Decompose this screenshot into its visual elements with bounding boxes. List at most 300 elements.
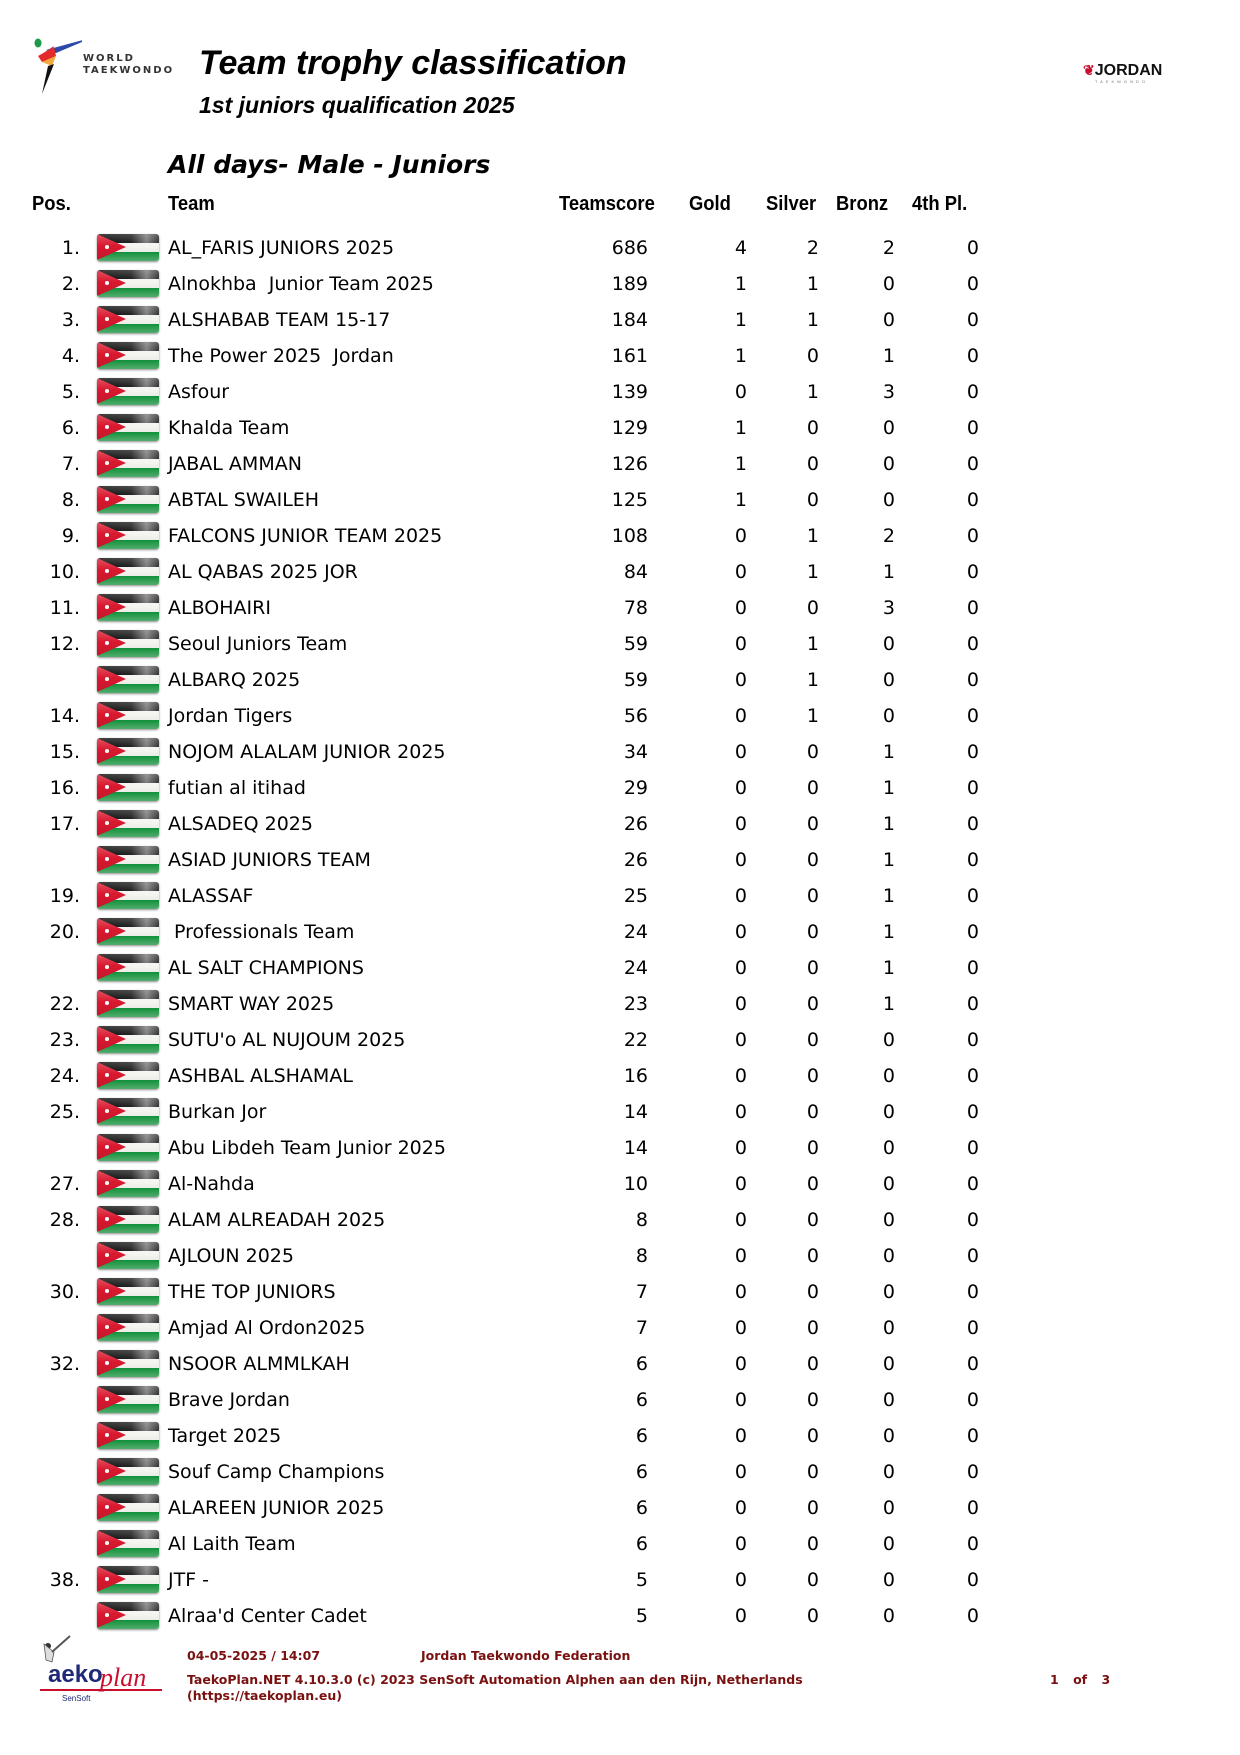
page-subtitle: 1st juniors qualification 2025 [199,92,515,118]
jordan-flag-icon [97,1314,159,1341]
row-gold: 0 [734,1533,747,1555]
row-bronz: 1 [882,993,895,1015]
row-position: 19. [49,885,80,907]
row-position: 16. [49,777,80,799]
row-team-name: ALSADEQ 2025 [168,813,313,835]
row-team-name: ABTAL SWAILEH [168,489,320,511]
row-teamscore: 184 [611,309,648,331]
jordan-flag-icon [97,1170,159,1197]
svg-text:aeko: aeko [48,1661,103,1688]
table-row [0,266,1000,302]
table-row [0,482,1000,518]
row-silver: 0 [806,1065,819,1087]
row-bronz: 0 [882,453,895,475]
row-gold: 0 [734,1065,747,1087]
row-teamscore: 16 [623,1065,648,1087]
page-total: 3 [1101,1672,1111,1687]
table-row [0,842,1000,878]
row-fourth-place: 0 [966,633,979,655]
row-teamscore: 24 [623,921,648,943]
table-row [0,950,1000,986]
row-silver: 1 [806,669,819,691]
row-position: 10. [49,561,80,583]
row-gold: 0 [734,741,747,763]
row-position: 38. [49,1569,80,1591]
row-fourth-place: 0 [966,957,979,979]
row-team-name: Abu Libdeh Team Junior 2025 [168,1137,446,1159]
table-row [0,1202,1000,1238]
jordan-flag-icon [97,630,159,657]
row-gold: 0 [734,1101,747,1123]
row-teamscore: 26 [623,849,648,871]
table-row [0,1310,1000,1346]
row-teamscore: 59 [623,669,648,691]
row-gold: 0 [734,993,747,1015]
table-row [0,1274,1000,1310]
row-bronz: 0 [882,1137,895,1159]
section-title: All days- Male - Juniors [168,150,491,179]
row-silver: 0 [806,1605,819,1627]
row-team-name: Target 2025 [168,1425,282,1447]
row-team-name: Al-Nahda [168,1173,255,1195]
row-fourth-place: 0 [966,1389,979,1411]
jordan-flag-icon [97,1026,159,1053]
row-gold: 1 [734,345,747,367]
jordan-flag-icon [97,1566,159,1593]
table-row [0,1166,1000,1202]
row-silver: 0 [806,1101,819,1123]
row-team-name: SMART WAY 2025 [168,993,335,1015]
row-teamscore: 6 [635,1497,648,1519]
row-position: 2. [61,273,80,295]
row-fourth-place: 0 [966,1137,979,1159]
row-silver: 1 [806,633,819,655]
row-position: 8. [61,489,80,511]
table-row [0,986,1000,1022]
row-silver: 0 [806,1029,819,1051]
row-bronz: 0 [882,1281,895,1303]
row-bronz: 0 [882,1353,895,1375]
row-teamscore: 129 [611,417,648,439]
row-silver: 0 [806,1497,819,1519]
jordan-flag-icon [97,306,159,333]
row-fourth-place: 0 [966,849,979,871]
svg-text:plan: plan [100,1663,147,1692]
row-silver: 0 [806,1389,819,1411]
row-fourth-place: 0 [966,1353,979,1375]
row-position: 28. [49,1209,80,1231]
row-position: 9. [61,525,80,547]
row-position: 24. [49,1065,80,1087]
jordan-flag-icon [97,1530,159,1557]
jordan-flag-icon [97,666,159,693]
row-fourth-place: 0 [966,1605,979,1627]
jordan-flag-icon [97,918,159,945]
table-row [0,770,1000,806]
row-fourth-place: 0 [966,921,979,943]
row-position: 11. [49,597,80,619]
row-team-name: THE TOP JUNIORS [168,1281,336,1303]
column-header-teamscore: Teamscore [559,193,655,215]
table-row [0,374,1000,410]
row-silver: 1 [806,309,819,331]
row-silver: 1 [806,561,819,583]
row-teamscore: 26 [623,813,648,835]
row-position: 17. [49,813,80,835]
row-fourth-place: 0 [966,669,979,691]
row-bronz: 3 [882,597,895,619]
row-position: 23. [49,1029,80,1051]
row-silver: 1 [806,381,819,403]
jordan-logo-subtext: TAEKWONDO [1095,79,1148,84]
row-bronz: 0 [882,273,895,295]
row-team-name: Alraa'd Center Cadet [168,1605,367,1627]
row-team-name: ALBOHAIRI [168,597,271,619]
row-fourth-place: 0 [966,273,979,295]
row-team-name: AL QABAS 2025 JOR [168,561,358,583]
row-silver: 0 [806,453,819,475]
row-team-name: Souf Camp Champions [168,1461,385,1483]
row-gold: 1 [734,417,747,439]
row-gold: 0 [734,561,747,583]
column-header-team: Team [168,193,215,215]
row-team-name: Seoul Juniors Team [168,633,348,655]
row-team-name: Brave Jordan [168,1389,290,1411]
row-teamscore: 686 [611,237,648,259]
row-teamscore: 6 [635,1389,648,1411]
row-teamscore: 22 [623,1029,648,1051]
table-row [0,518,1000,554]
page-title: Team trophy classification [199,44,627,82]
table-row [0,626,1000,662]
row-bronz: 0 [882,705,895,727]
row-teamscore: 161 [611,345,648,367]
row-team-name: Jordan Tigers [168,705,293,727]
jordan-flag-icon [97,1602,159,1629]
row-gold: 0 [734,849,747,871]
column-header-fourth-place: 4th Pl. [912,193,968,215]
row-teamscore: 24 [623,957,648,979]
column-header-bronz: Bronz [836,193,889,215]
row-silver: 0 [806,921,819,943]
jordan-flag-icon [97,594,159,621]
table-row [0,1346,1000,1382]
column-header-silver: Silver [766,193,817,215]
row-team-name: NSOOR ALMMLKAH [168,1353,350,1375]
jordan-logo-text: JORDAN [1094,62,1163,79]
row-fourth-place: 0 [966,1173,979,1195]
jordan-flag-icon [97,1278,159,1305]
row-silver: 0 [806,489,819,511]
row-position: 4. [61,345,80,367]
footer-url[interactable]: (https://taekoplan.eu) [187,1688,342,1703]
world-taekwondo-logo-icon [34,36,82,96]
row-gold: 0 [734,1569,747,1591]
row-teamscore: 78 [623,597,648,619]
row-gold: 0 [734,597,747,619]
jordan-flag-icon [97,1242,159,1269]
row-bronz: 2 [882,237,895,259]
jordan-flag-icon [97,1458,159,1485]
table-row [0,1022,1000,1058]
row-team-name: AL_FARIS JUNIORS 2025 [168,237,395,259]
row-bronz: 0 [882,1425,895,1447]
row-gold: 0 [734,777,747,799]
row-fourth-place: 0 [966,1569,979,1591]
row-gold: 0 [734,1029,747,1051]
jordan-taekwondo-logo-icon: ❦ [1083,62,1095,78]
row-fourth-place: 0 [966,741,979,763]
row-team-name: ALSHABAB TEAM 15-17 [168,309,391,331]
row-teamscore: 8 [635,1245,648,1267]
row-gold: 0 [734,1389,747,1411]
row-teamscore: 5 [635,1569,648,1591]
row-fourth-place: 0 [966,705,979,727]
jordan-flag-icon [97,234,159,261]
row-teamscore: 59 [623,633,648,655]
row-bronz: 0 [882,1533,895,1555]
row-gold: 0 [734,1353,747,1375]
table-row [0,446,1000,482]
jordan-flag-icon [97,810,159,837]
row-silver: 0 [806,885,819,907]
row-position: 6. [61,417,80,439]
row-gold: 0 [734,921,747,943]
page-indicator [1050,1672,1110,1687]
column-header-pos: Pos. [32,193,71,215]
row-team-name: futian al itihad [168,777,306,799]
row-silver: 0 [806,957,819,979]
row-teamscore: 14 [623,1137,648,1159]
row-silver: 2 [806,237,819,259]
jordan-flag-icon [97,882,159,909]
row-fourth-place: 0 [966,597,979,619]
row-fourth-place: 0 [966,453,979,475]
row-fourth-place: 0 [966,1209,979,1231]
logo-text-taekwondo: TAEKWONDO [83,65,175,76]
svg-text:SenSoft: SenSoft [62,1694,91,1703]
row-gold: 0 [734,1605,747,1627]
row-bronz: 1 [882,921,895,943]
row-bronz: 0 [882,1389,895,1411]
row-silver: 1 [806,273,819,295]
row-position: 15. [49,741,80,763]
row-bronz: 0 [882,1605,895,1627]
row-teamscore: 126 [611,453,648,475]
row-fourth-place: 0 [966,777,979,799]
jordan-flag-icon [97,1494,159,1521]
jordan-flag-icon [97,414,159,441]
row-bronz: 0 [882,1245,895,1267]
row-bronz: 1 [882,957,895,979]
row-silver: 0 [806,1425,819,1447]
row-team-name: ALAREEN JUNIOR 2025 [168,1497,385,1519]
table-row [0,1382,1000,1418]
row-team-name: Amjad Al Ordon2025 [168,1317,366,1339]
jordan-flag-icon [97,1350,159,1377]
row-team-name: Professionals Team [168,921,355,943]
row-silver: 0 [806,1209,819,1231]
row-team-name: ALBARQ 2025 [168,669,301,691]
taekoplan-logo-icon [30,1630,170,1710]
row-team-name: NOJOM ALALAM JUNIOR 2025 [168,741,446,763]
jordan-flag-icon [97,1062,159,1089]
row-position: 25. [49,1101,80,1123]
row-team-name: AL SALT CHAMPIONS [168,957,364,979]
row-team-name: JTF - [168,1569,210,1591]
row-silver: 0 [806,741,819,763]
row-bronz: 1 [882,741,895,763]
table-row [0,590,1000,626]
row-teamscore: 125 [611,489,648,511]
row-silver: 0 [806,777,819,799]
row-team-name: ALASSAF [168,885,254,907]
row-gold: 0 [734,957,747,979]
row-fourth-place: 0 [966,489,979,511]
jordan-taekwondo-logo [1083,62,1162,84]
row-teamscore: 29 [623,777,648,799]
row-bronz: 1 [882,777,895,799]
row-team-name: Al Laith Team [168,1533,296,1555]
taekoplan-logo [30,1630,170,1710]
row-bronz: 0 [882,417,895,439]
row-fourth-place: 0 [966,1461,979,1483]
row-teamscore: 6 [635,1533,648,1555]
row-gold: 0 [734,525,747,547]
row-team-name: ASHBAL ALSHAMAL [168,1065,353,1087]
row-gold: 0 [734,1461,747,1483]
row-team-name: AJLOUN 2025 [168,1245,294,1267]
row-fourth-place: 0 [966,1281,979,1303]
table-row [0,1238,1000,1274]
row-silver: 0 [806,1137,819,1159]
row-teamscore: 10 [623,1173,648,1195]
row-silver: 0 [806,597,819,619]
row-position: 14. [49,705,80,727]
row-fourth-place: 0 [966,381,979,403]
table-row [0,662,1000,698]
row-gold: 0 [734,1497,747,1519]
row-fourth-place: 0 [966,1317,979,1339]
row-teamscore: 6 [635,1353,648,1375]
row-teamscore: 23 [623,993,648,1015]
row-fourth-place: 0 [966,885,979,907]
row-bronz: 3 [882,381,895,403]
row-teamscore: 108 [611,525,648,547]
row-bronz: 0 [882,1065,895,1087]
row-team-name: Alnokhba Junior Team 2025 [168,273,434,295]
row-fourth-place: 0 [966,813,979,835]
row-fourth-place: 0 [966,309,979,331]
row-team-name: ASIAD JUNIORS TEAM [168,849,371,871]
row-team-name: Khalda Team [168,417,290,439]
row-teamscore: 7 [635,1317,648,1339]
row-fourth-place: 0 [966,1029,979,1051]
row-silver: 0 [806,1281,819,1303]
jordan-flag-icon [97,522,159,549]
row-teamscore: 56 [623,705,648,727]
table-row [0,230,1000,266]
row-silver: 0 [806,1533,819,1555]
row-team-name: ALAM ALREADAH 2025 [168,1209,386,1231]
jordan-flag-icon [97,558,159,585]
row-bronz: 0 [882,1497,895,1519]
row-gold: 0 [734,1425,747,1447]
row-bronz: 0 [882,1173,895,1195]
row-team-name: Asfour [168,381,230,403]
row-gold: 0 [734,813,747,835]
row-team-name: SUTU'o AL NUJOUM 2025 [168,1029,406,1051]
row-team-name: Burkan Jor [168,1101,267,1123]
table-row [0,554,1000,590]
row-fourth-place: 0 [966,993,979,1015]
row-silver: 0 [806,1569,819,1591]
row-gold: 0 [734,1173,747,1195]
row-bronz: 0 [882,1209,895,1231]
row-fourth-place: 0 [966,525,979,547]
row-fourth-place: 0 [966,1101,979,1123]
row-position: 22. [49,993,80,1015]
row-silver: 0 [806,813,819,835]
jordan-flag-icon [97,846,159,873]
row-silver: 1 [806,525,819,547]
row-bronz: 0 [882,1569,895,1591]
row-bronz: 0 [882,309,895,331]
table-row [0,1094,1000,1130]
jordan-flag-icon [97,1134,159,1161]
jordan-flag-icon [97,990,159,1017]
row-teamscore: 84 [623,561,648,583]
table-row [0,878,1000,914]
row-gold: 0 [734,1209,747,1231]
row-team-name: The Power 2025 Jordan [168,345,394,367]
row-position: 32. [49,1353,80,1375]
row-gold: 0 [734,669,747,691]
table-row [0,1526,1000,1562]
table-row [0,698,1000,734]
row-gold: 0 [734,1317,747,1339]
row-silver: 0 [806,1173,819,1195]
jordan-flag-icon [97,738,159,765]
row-gold: 0 [734,633,747,655]
row-fourth-place: 0 [966,1497,979,1519]
row-bronz: 0 [882,1461,895,1483]
row-position: 3. [61,309,80,331]
row-teamscore: 139 [611,381,648,403]
table-row [0,302,1000,338]
row-gold: 0 [734,1245,747,1267]
row-position: 30. [49,1281,80,1303]
row-bronz: 0 [882,633,895,655]
table-row [0,1490,1000,1526]
row-fourth-place: 0 [966,417,979,439]
jordan-flag-icon [97,1206,159,1233]
row-teamscore: 8 [635,1209,648,1231]
footer-organization: Jordan Taekwondo Federation [421,1648,631,1663]
row-fourth-place: 0 [966,1533,979,1555]
row-position: 5. [61,381,80,403]
row-teamscore: 34 [623,741,648,763]
row-bronz: 2 [882,525,895,547]
jordan-flag-icon [97,774,159,801]
row-position: 12. [49,633,80,655]
row-bronz: 0 [882,1029,895,1051]
table-row [0,734,1000,770]
row-silver: 0 [806,849,819,871]
row-position: 27. [49,1173,80,1195]
row-team-name: FALCONS JUNIOR TEAM 2025 [168,525,443,547]
row-teamscore: 6 [635,1425,648,1447]
